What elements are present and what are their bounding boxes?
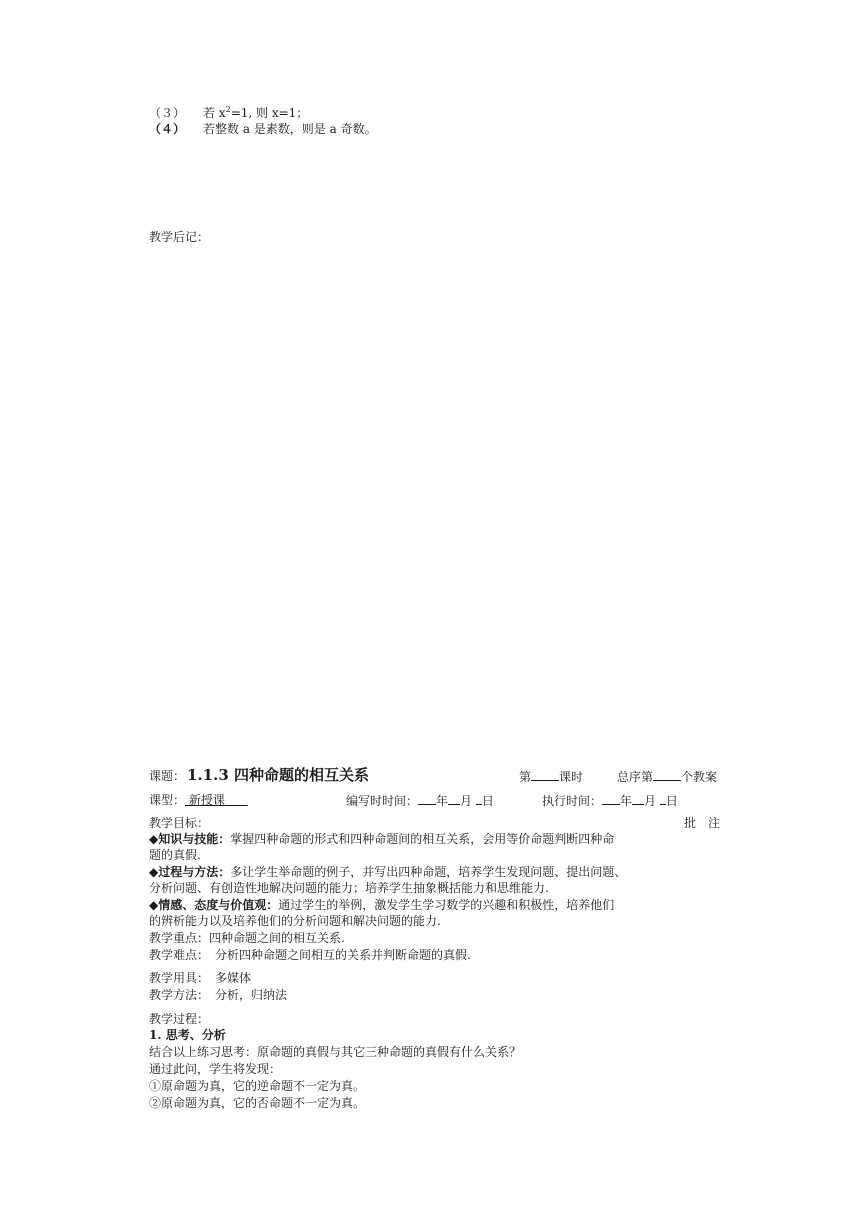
exercise-text: 若整数 a 是素数，则是 a 奇数。 — [203, 122, 377, 136]
annotation-label: 批 注 — [684, 816, 721, 830]
goal-text: 掌握四种命题的形式和四种命题间的相互关系，会用等价命题判断四种命 — [230, 832, 615, 846]
exercise-number: （３） — [149, 106, 186, 120]
goal-text: 通过学生的举例，激发学生学习数学的兴趣和积极性，培养他们 — [278, 898, 615, 912]
compile-label: 编写时时间： — [346, 794, 419, 808]
total-count — [617, 768, 717, 785]
goal-title: ◆过程与方法： — [149, 865, 231, 879]
topic-title: 1.1.3 四种命题的相互关系 — [187, 766, 369, 784]
topic-line — [149, 765, 369, 786]
compile-time — [346, 792, 494, 809]
key-point: 教学重点：四种命题之间的相互关系. — [149, 931, 345, 945]
month-blank — [448, 792, 460, 805]
goal-process — [149, 864, 626, 880]
type-value — [185, 793, 248, 807]
goal-text: 多让学生举命题的例子，并写出四种命题，培养学生发现问题、提出问题、 — [230, 865, 627, 879]
teaching-tools: 教学用具： 多媒体 — [149, 971, 252, 985]
year-label: 年 — [436, 794, 449, 808]
day-label: 日 — [481, 794, 494, 808]
type-value-text: 新授课 — [188, 793, 225, 807]
month-label: 月 — [644, 794, 657, 808]
exercise-3 — [149, 105, 308, 121]
total-suffix: 个教案 — [681, 770, 718, 784]
total-prefix: 总序第 — [617, 770, 654, 784]
list-item: ①原命题为真，它的逆命题不一定为真。 — [149, 1079, 366, 1093]
day-label: 日 — [665, 794, 678, 808]
type-label: 课型： — [149, 793, 186, 807]
goal-knowledge-cont: 题的真假. — [149, 848, 201, 862]
paragraph-line: 通过此问，学生将发现： — [149, 1062, 282, 1076]
year-label: 年 — [620, 794, 633, 808]
teaching-methods: 教学方法： 分析，归纳法 — [149, 988, 288, 1002]
year-blank — [602, 792, 620, 805]
lesson-blank — [531, 768, 559, 781]
month-label: 月 — [460, 794, 473, 808]
lesson-prefix: 第 — [519, 770, 532, 784]
exercise-4 — [149, 121, 377, 137]
exec-time — [542, 792, 678, 809]
total-blank — [653, 768, 681, 781]
exercise-text-pre: 若 x — [203, 106, 226, 120]
exercise-text-post: =1, 则 x=1； — [230, 106, 309, 120]
goal-emotion — [149, 897, 614, 913]
paragraph-line: 结合以上练习思考：原命题的真假与其它三种命题的真假有什么关系？ — [149, 1045, 522, 1059]
goal-process-cont: 分析问题、有创造性地解决问题的能力；培养学生抽象概括能力和思维能力. — [149, 881, 549, 895]
lesson-type — [149, 792, 248, 808]
goal-knowledge — [149, 831, 614, 847]
section-title: 1. 思考、分析 — [149, 1028, 226, 1042]
exponent: 2 — [225, 105, 231, 114]
topic-label: 课题： — [149, 769, 186, 783]
lesson-count — [519, 768, 583, 785]
process-label: 教学过程： — [149, 1012, 210, 1026]
goals-label: 教学目标： — [149, 816, 210, 830]
postscript-label: 教学后记： — [149, 230, 210, 244]
list-item: ②原命题为真，它的否命题不一定为真。 — [149, 1096, 366, 1110]
goal-emotion-cont: 的辨析能力以及培养他们的分析问题和解决问题的能力. — [149, 914, 441, 928]
difficulty: 教学难点： 分析四种命题之间相互的关系并判断命题的真假. — [149, 948, 471, 962]
goal-title: ◆知识与技能： — [149, 832, 231, 846]
goal-title: ◆情感、态度与价值观： — [149, 898, 279, 912]
exercise-number: （４） — [149, 122, 186, 136]
exec-label: 执行时间： — [542, 794, 603, 808]
month-blank — [632, 792, 644, 805]
lesson-suffix: 课时 — [559, 770, 584, 784]
year-blank — [418, 792, 436, 805]
